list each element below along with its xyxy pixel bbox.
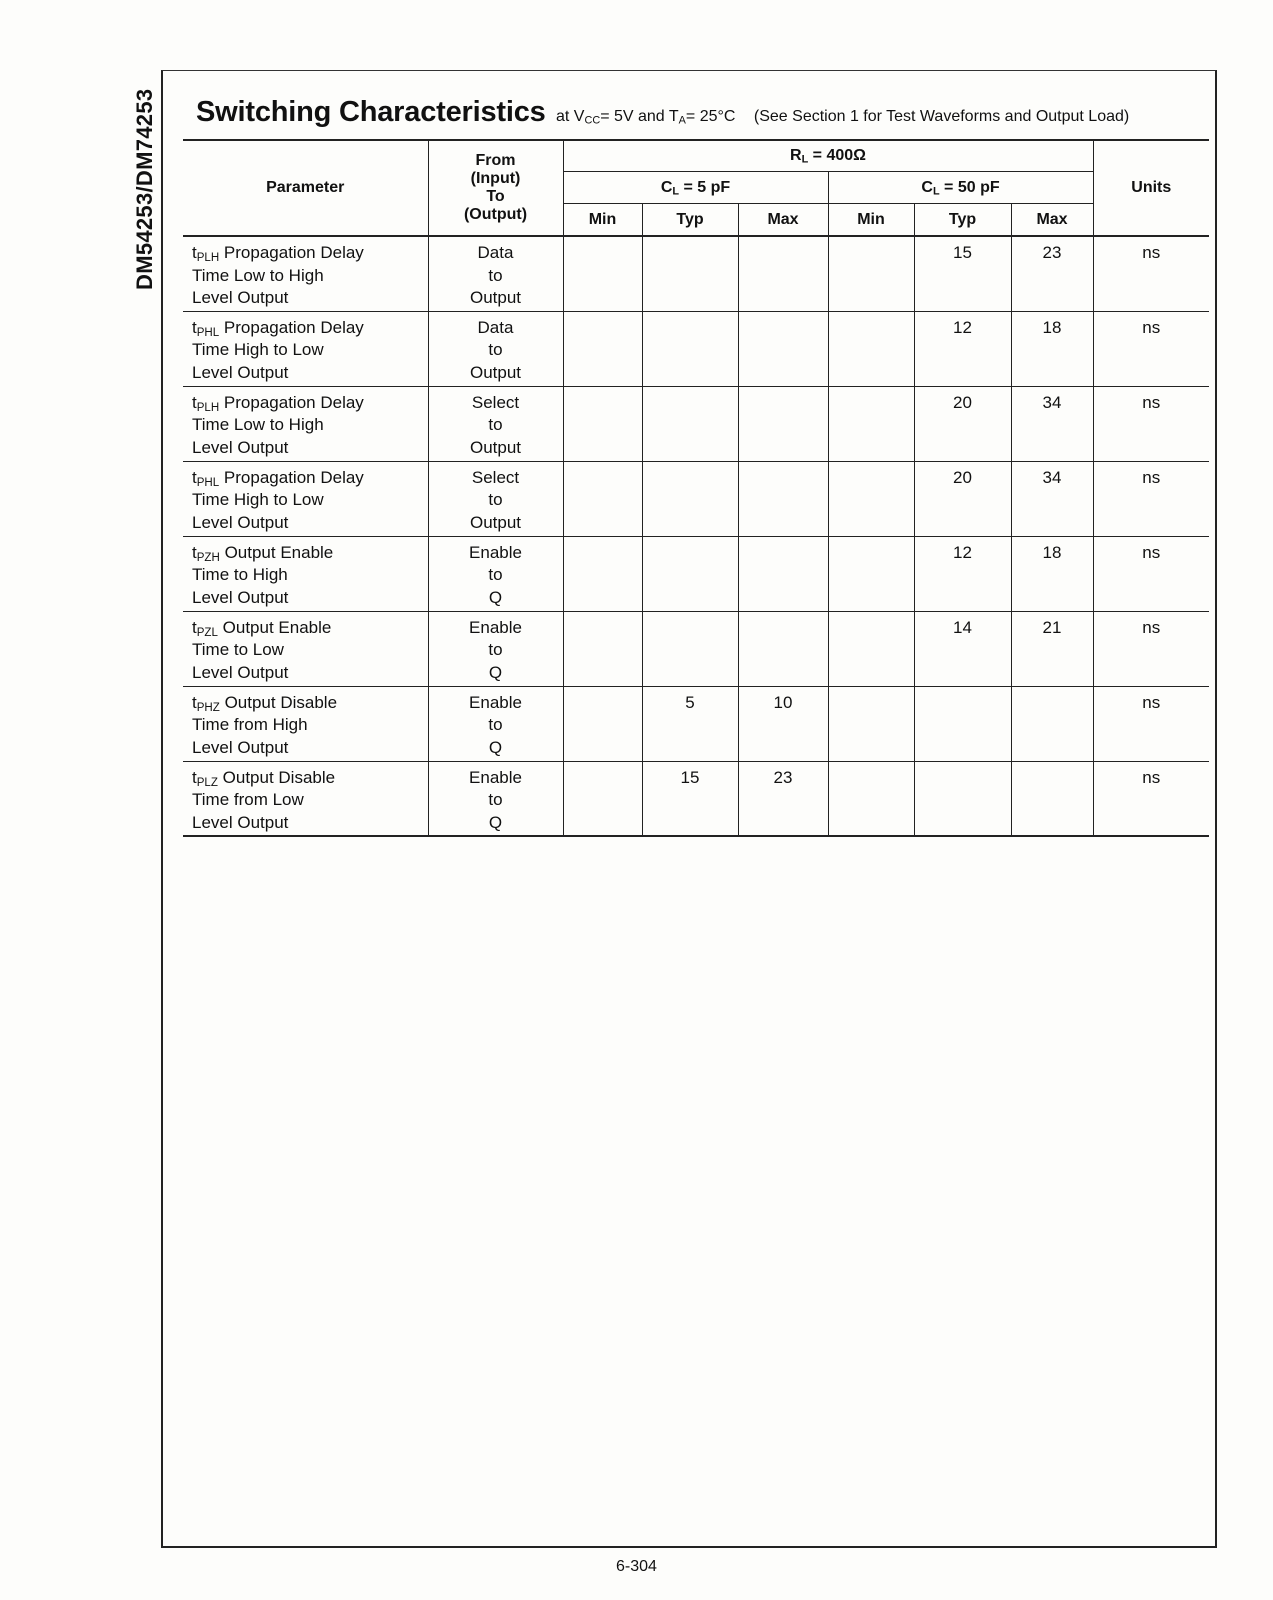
from-input: Data (477, 243, 514, 262)
param-symbol: t (192, 243, 197, 262)
parameter-cell (183, 236, 428, 311)
param-desc-1: Propagation Delay (219, 243, 364, 262)
max-50pf-cell (1011, 686, 1093, 761)
min-50pf-cell (828, 461, 914, 536)
param-symbol: t (192, 542, 197, 562)
max-50pf-cell: 18 (1011, 311, 1093, 386)
param-desc-2: Time Low to High (192, 265, 324, 285)
units-cell: ns (1093, 461, 1209, 536)
typ-50pf-cell: 12 (914, 311, 1011, 386)
ta-subscript: A (678, 114, 686, 127)
switching-characteristics-table (183, 139, 1209, 837)
typ-5pf-cell (642, 236, 738, 311)
from-to-cell (428, 311, 563, 386)
units-cell: ns (1093, 761, 1209, 836)
to-output: Output (469, 437, 522, 457)
min-5pf-cell (563, 761, 642, 836)
parameter-line-1 (192, 692, 428, 715)
typ-50pf-cell: 20 (914, 386, 1011, 461)
param-desc-3: Level Output (192, 288, 289, 307)
param-subscript: PZH (196, 551, 220, 564)
table-body (183, 236, 1209, 836)
param-desc-3: Level Output (192, 587, 289, 607)
from-to-word: to (488, 565, 503, 584)
cond-at-v: at V (556, 108, 585, 125)
header-from-line-2: (Input) (470, 170, 521, 187)
min-50pf-cell (828, 236, 914, 311)
from-to-cell (428, 611, 563, 686)
param-symbol: t (192, 317, 197, 337)
to-output: Q (488, 662, 503, 682)
vcc-subscript: CC (584, 114, 601, 127)
from-to-cell (428, 536, 563, 611)
units-cell: ns (1093, 611, 1209, 686)
typ-50pf-cell (914, 761, 1011, 836)
param-desc-2: Time High to Low (192, 490, 324, 509)
param-desc-2: Time High to Low (192, 340, 324, 359)
from-input: Enable (469, 542, 522, 562)
table-row (183, 686, 1209, 761)
typ-5pf-cell (642, 536, 738, 611)
parameter-cell (183, 686, 428, 761)
param-desc-3: Level Output (192, 662, 289, 682)
parameter-line-1 (192, 767, 428, 790)
min-50pf-cell (828, 386, 914, 461)
parameter-cell (183, 311, 428, 386)
max-5pf-cell (738, 536, 828, 611)
rl-subscript: L (801, 153, 809, 166)
units-cell: ns (1093, 311, 1209, 386)
part-number-side-title: DM54253/DM74253 (132, 88, 157, 290)
param-desc-3: Level Output (192, 362, 289, 382)
table-row (183, 536, 1209, 611)
from-input: Enable (469, 692, 522, 712)
max-50pf-cell: 18 (1011, 536, 1093, 611)
param-subscript: PLZ (196, 776, 218, 789)
param-subscript: PHZ (196, 701, 220, 714)
param-desc-1: Output Enable (217, 617, 332, 637)
cl50-value: = 50 pF (939, 178, 1000, 196)
min-50pf-cell (828, 311, 914, 386)
param-desc-1: Output Disable (217, 767, 336, 787)
param-desc-3: Level Output (192, 737, 289, 757)
section-heading (196, 96, 1129, 129)
units-cell: ns (1093, 686, 1209, 761)
to-output: Q (488, 737, 503, 757)
min-5pf-cell (563, 536, 642, 611)
from-input: Enable (469, 767, 522, 787)
header-units: Units (1093, 140, 1209, 236)
typ-5pf-cell (642, 311, 738, 386)
param-desc-3: Level Output (192, 512, 289, 532)
from-input: Enable (469, 617, 522, 637)
param-desc-1: Output Enable (219, 542, 334, 562)
min-5pf-cell (563, 686, 642, 761)
typ-50pf-cell: 14 (914, 611, 1011, 686)
param-subscript: PLH (196, 401, 220, 414)
units-cell: ns (1093, 536, 1209, 611)
table-row (183, 236, 1209, 311)
param-symbol: t (192, 392, 197, 412)
parameter-line-1 (192, 542, 428, 565)
min-5pf-cell (563, 461, 642, 536)
parameter-line-1 (192, 317, 428, 340)
cl-symbol: C (660, 178, 673, 196)
typ-5pf-cell (642, 386, 738, 461)
from-to-word: to (488, 790, 503, 809)
section-title: Switching Characteristics (196, 96, 546, 128)
to-output: Q (488, 812, 503, 832)
min-50pf-cell (828, 536, 914, 611)
max-50pf-cell: 34 (1011, 461, 1093, 536)
min-50pf-cell (828, 761, 914, 836)
max-50pf-cell (1011, 761, 1093, 836)
header-cl-5pf (563, 172, 828, 204)
header-rl (563, 140, 1093, 172)
cl-subscript: L (672, 185, 680, 198)
max-5pf-cell (738, 386, 828, 461)
test-conditions (556, 108, 735, 125)
typ-50pf-cell: 12 (914, 536, 1011, 611)
param-subscript: PHL (196, 476, 220, 489)
param-desc-2: Time to Low (192, 640, 284, 659)
header-typ-50pf: Typ (914, 204, 1011, 237)
from-input: Data (477, 317, 514, 337)
param-subscript: PHL (196, 326, 220, 339)
table-row (183, 611, 1209, 686)
vcc-value: = 5V and T (600, 108, 679, 125)
header-min-5pf: Min (563, 204, 642, 237)
parameter-line-1 (192, 617, 428, 640)
from-to-word: to (488, 265, 503, 285)
from-to-cell (428, 386, 563, 461)
parameter-cell (183, 536, 428, 611)
test-note: (See Section 1 for Test Waveforms and Output Load) (753, 108, 1130, 125)
header-typ-5pf: Typ (642, 204, 738, 237)
from-to-word: to (488, 415, 503, 434)
header-max-50pf: Max (1011, 204, 1093, 237)
param-desc-3: Level Output (192, 812, 289, 832)
header-from-line-1: From (475, 152, 516, 169)
typ-5pf-cell: 15 (642, 761, 738, 836)
max-5pf-cell (738, 311, 828, 386)
rl-symbol: R (790, 147, 802, 164)
from-to-cell (428, 236, 563, 311)
min-50pf-cell (828, 686, 914, 761)
typ-5pf-cell (642, 611, 738, 686)
cl5-value: = 5 pF (679, 178, 731, 196)
parameter-cell (183, 386, 428, 461)
cl-symbol: C (921, 178, 933, 196)
param-desc-1: Output Disable (219, 692, 338, 712)
from-to-cell (428, 461, 563, 536)
header-parameter: Parameter (183, 140, 428, 236)
table-row (183, 461, 1209, 536)
parameter-line-1 (192, 392, 428, 415)
max-5pf-cell (738, 461, 828, 536)
from-to-word: to (488, 715, 503, 734)
max-50pf-cell: 34 (1011, 386, 1093, 461)
typ-5pf-cell (642, 461, 738, 536)
param-symbol: t (192, 467, 197, 487)
table-header (183, 140, 1209, 236)
to-output: Output (469, 512, 522, 532)
param-subscript: PZL (196, 626, 218, 639)
typ-50pf-cell: 15 (914, 236, 1011, 311)
param-desc-2: Time to High (192, 565, 288, 584)
header-from-line-3: To (486, 188, 505, 205)
param-desc-1: Propagation Delay (219, 317, 364, 337)
units-cell: ns (1093, 386, 1209, 461)
parameter-line-1 (192, 242, 428, 265)
header-min-50pf: Min (828, 204, 914, 237)
from-to-cell (428, 686, 563, 761)
param-desc-2: Time from Low (192, 790, 304, 809)
table-row (183, 761, 1209, 836)
ta-value: = 25°C (685, 108, 736, 125)
param-symbol: t (192, 692, 197, 712)
param-desc-2: Time from High (192, 715, 308, 734)
page-number: 6-304 (616, 1558, 657, 1575)
header-max-5pf: Max (738, 204, 828, 237)
typ-5pf-cell: 5 (642, 686, 738, 761)
max-5pf-cell: 10 (738, 686, 828, 761)
to-output: Output (469, 288, 522, 307)
from-to-word: to (488, 490, 503, 509)
max-5pf-cell (738, 236, 828, 311)
header-from-line-4: (Output) (463, 206, 528, 223)
typ-50pf-cell: 20 (914, 461, 1011, 536)
max-5pf-cell (738, 611, 828, 686)
max-50pf-cell: 23 (1011, 236, 1093, 311)
units-cell: ns (1093, 236, 1209, 311)
table-row (183, 311, 1209, 386)
parameter-line-1 (192, 467, 428, 490)
from-input: Select (471, 392, 520, 412)
table-row (183, 386, 1209, 461)
parameter-cell (183, 611, 428, 686)
cl-subscript: L (932, 185, 940, 198)
min-5pf-cell (563, 386, 642, 461)
typ-50pf-cell (914, 686, 1011, 761)
param-symbol: t (192, 767, 197, 787)
param-desc-1: Propagation Delay (219, 467, 364, 487)
from-input: Select (471, 467, 520, 487)
max-5pf-cell: 23 (738, 761, 828, 836)
min-5pf-cell (563, 236, 642, 311)
param-desc-2: Time Low to High (192, 415, 324, 434)
max-50pf-cell: 21 (1011, 611, 1093, 686)
to-output: Q (488, 587, 503, 607)
min-5pf-cell (563, 311, 642, 386)
param-desc-3: Level Output (192, 437, 289, 457)
from-to-word: to (488, 340, 503, 359)
min-5pf-cell (563, 611, 642, 686)
min-50pf-cell (828, 611, 914, 686)
from-to-word: to (488, 640, 503, 659)
param-symbol: t (192, 617, 197, 637)
param-desc-1: Propagation Delay (219, 392, 364, 412)
from-to-cell (428, 761, 563, 836)
header-cl-50pf (828, 172, 1093, 204)
to-output: Output (469, 362, 522, 382)
header-from-to (428, 140, 563, 236)
rl-value: = 400Ω (808, 147, 866, 164)
parameter-cell (183, 761, 428, 836)
param-subscript: PLH (196, 251, 220, 264)
parameter-cell (183, 461, 428, 536)
